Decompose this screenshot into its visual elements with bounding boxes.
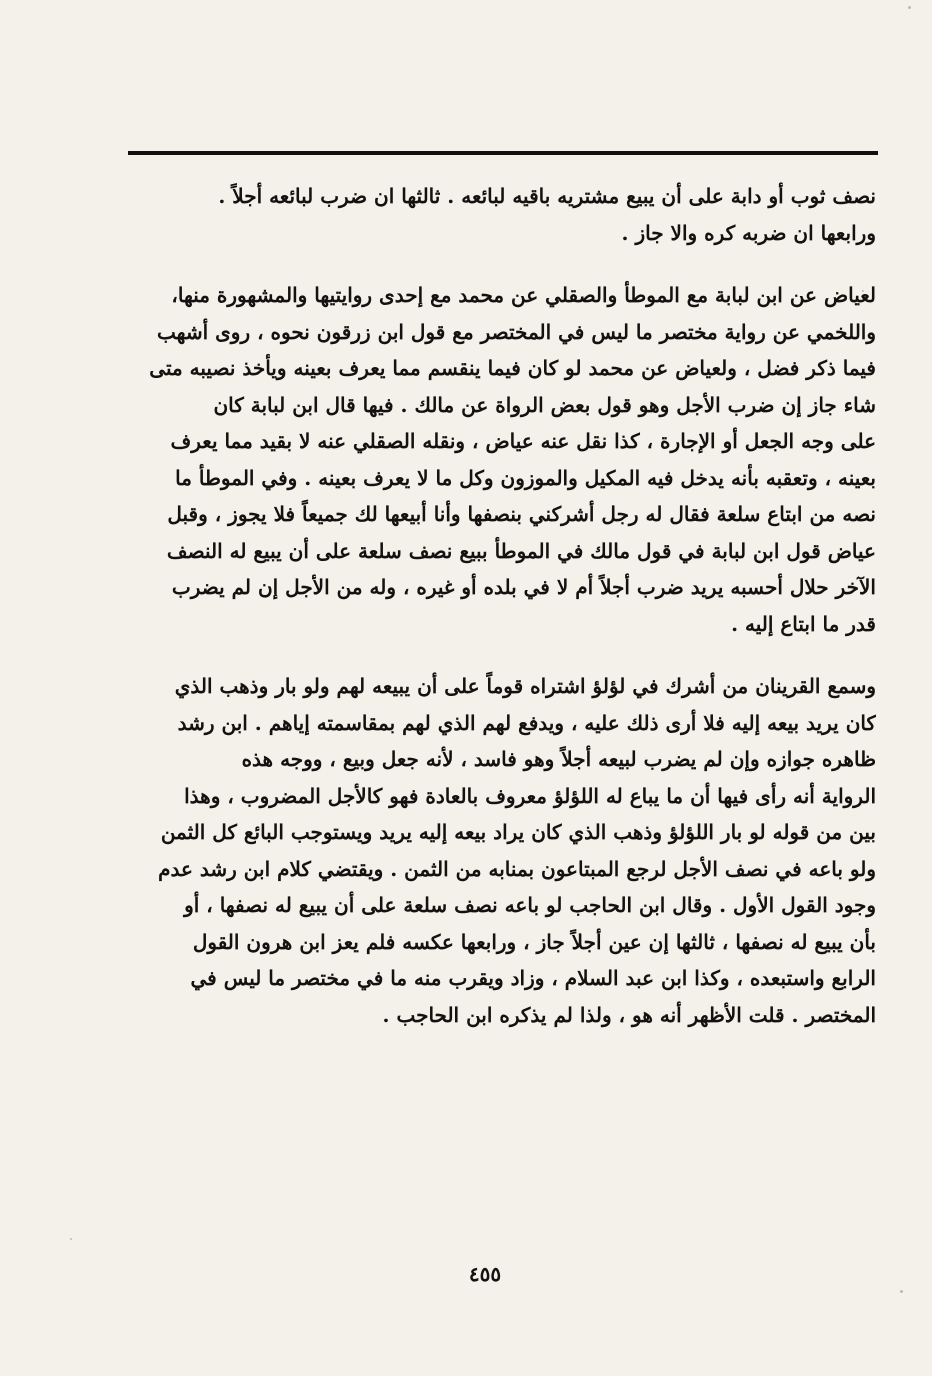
paragraph-3 — [124, 668, 876, 1033]
text-line: شاء جاز إن ضرب الأجل وهو قول بعض الرواة عن مالك . فيها قال ابن لبابة كان — [213, 392, 876, 417]
text-line: الآخر حلال أحسبه يريد ضرب أجلاً أم لا في بلده أو غيره ، وله من الأجل إن لم يضرب — [171, 575, 876, 599]
scan-speck — [70, 1238, 72, 1240]
text-line: ولو باعه في نصف الأجل لرجع المبتاعون بمنابه من الثمن . ويقتضي كلام ابن رشد عدم — [158, 856, 876, 881]
text-line: كان يريد بيعه إليه فلا أرى ذلك عليه ، ويدفع لهم الذي لهم بمقاسمته إياهم . ابن رشد — [177, 710, 876, 735]
text-line: ظاهره جوازه وإن لم يضرب لبيعه أجلاً وهو فاسد ، لأنه جعل وبيع ، ووجه هذه — [241, 747, 876, 771]
paragraph-2 — [124, 277, 876, 642]
text-line: على وجه الجعل أو الإجارة ، كذا نقل عنه عياض ، ونقله الصقلي عنه لا بقيد مما يعرف — [170, 429, 876, 453]
text-line: قدر ما ابتاع إليه . — [731, 611, 876, 636]
text-line: ورابعها ان ضربه كره والا جاز . — [621, 220, 876, 245]
body-text — [124, 178, 876, 1033]
text-line: فيما ذكر فضل ، ولعياض عن محمد لو كان فيما ينقسم مما يعرف بعينه ويأخذ نصيبه متى — [149, 356, 876, 380]
scan-speck — [908, 6, 911, 9]
page-number: ٤٥٥ — [468, 1262, 502, 1286]
paragraph-1 — [124, 178, 876, 251]
text-line: عياض قول ابن لبابة في قول مالك في الموطأ ببيع نصف سلعة على أن يبيع له النصف — [166, 538, 876, 563]
text-line: بين من قوله لو بار اللؤلؤ وذهب الذي كان يراد بيعه إليه يريد ويستوجب البائع كل الثمن — [160, 820, 876, 844]
text-line: المختصر . قلت الأظهر أنه هو ، ولذا لم يذكره ابن الحاجب . — [382, 1002, 876, 1027]
text-line: الرواية أنه رأى فيها أن ما يباع له اللؤلؤ معروف بالعادة فهو كالأجل المضروب ، وهذا — [184, 783, 876, 808]
text-line: وسمع القرينان من أشرك في لؤلؤ اشتراه قوماً على أن يبيعه لهم ولو بار وذهب الذي — [174, 674, 876, 698]
text-line: نصف ثوب أو دابة على أن يبيع مشتريه باقيه لبائعه . ثالثها ان ضرب لبائعه أجلاً . — [218, 184, 876, 208]
text-line: وجود القول الأول . وقال ابن الحاجب لو باعه نصف سلعة على أن يبيع له نصفها ، أو — [184, 893, 876, 917]
scan-speck — [900, 1290, 903, 1293]
text-line: واللخمي عن رواية مختصر ما ليس في المختصر مع قول ابن زرقون نحوه ، روى أشهب — [157, 319, 876, 344]
text-line: بعينه ، وتعقبه بأنه يدخل فيه المكيل والموزون وكل ما لا يعرف بعينه . وفي الموطأ ما — [175, 465, 876, 490]
text-line: الرابع واستبعده ، وكذا ابن عبد السلام ، وزاد ويقرب منه ما في مختصر ما ليس في — [190, 966, 876, 990]
text-line: لعياض عن ابن لبابة مع الموطأ والصقلي عن محمد مع إحدى روايتيها والمشهورة منها، — [171, 283, 876, 307]
scan-speck — [862, 290, 864, 292]
header-rule — [128, 151, 878, 155]
text-line: نصه من ابتاع سلعة فقال له رجل أشركني بنصفها وأنا أبيعها لك جميعاً فلا يجوز ، وقبل — [167, 502, 876, 526]
text-line: بأن يبيع له نصفها ، ثالثها إن عين أجلاً جاز ، ورابعها عكسه فلم يعز ابن هرون القول — [192, 929, 876, 954]
